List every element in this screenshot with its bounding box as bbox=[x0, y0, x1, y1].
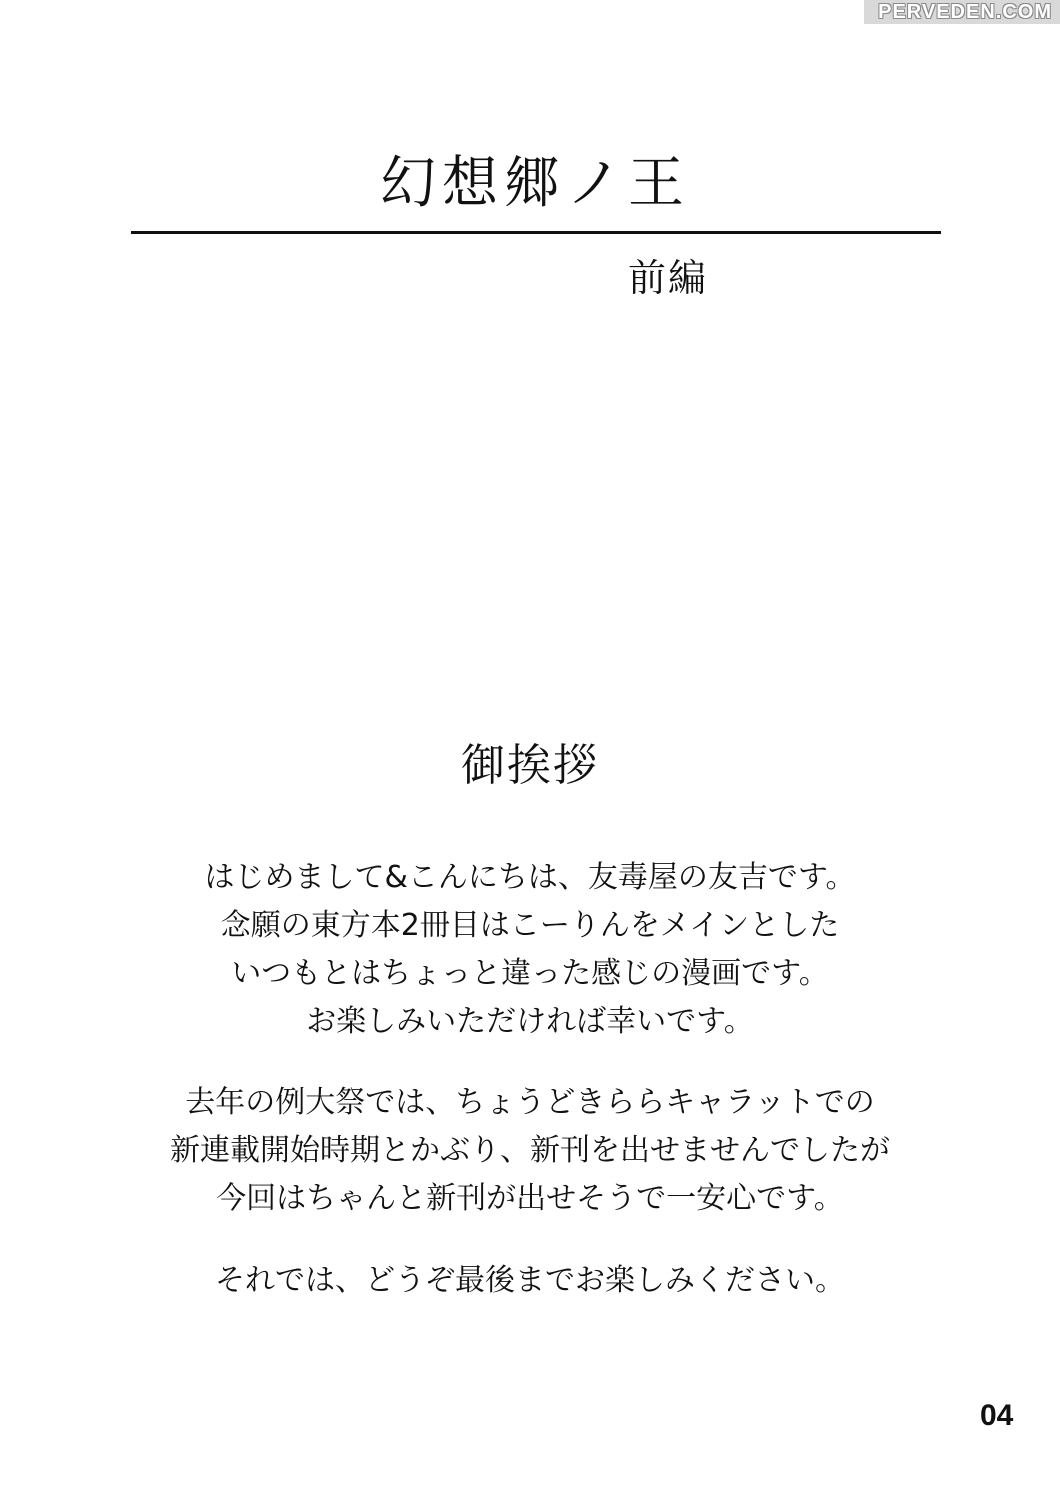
paragraph-line: お楽しみいただければ幸いです。 bbox=[306, 1004, 754, 1039]
paragraph-line: 去年の例大祭では、ちょうどきららキャラットでの bbox=[185, 1085, 875, 1120]
greeting-paragraph-3 bbox=[0, 1257, 1060, 1305]
paragraph-line: 新連載開始時期とかぶり、新刊を出せませんでしたが bbox=[170, 1133, 890, 1168]
page-number: 04 bbox=[980, 1399, 1014, 1432]
site-watermark: PERVEDEN.COM bbox=[864, 0, 1060, 24]
greeting-paragraph-2 bbox=[0, 1079, 1060, 1223]
paragraph-line: 今回はちゃんと新刊が出せそうで一安心です。 bbox=[216, 1181, 844, 1216]
title-divider bbox=[131, 231, 941, 234]
paragraph-line: それでは、どうぞ最後までお楽しみください。 bbox=[215, 1263, 845, 1298]
page-subtitle: 前編 bbox=[628, 256, 709, 300]
paragraph-line: はじめまして&こんにちは、友毒屋の友吉です。 bbox=[204, 860, 856, 895]
greeting-paragraph-1 bbox=[0, 854, 1060, 1046]
paragraph-line: いつもとはちょっと違った感じの漫画です。 bbox=[231, 956, 829, 991]
page-title: 幻想郷ノ王 bbox=[380, 151, 690, 216]
paragraph-line: 念願の東方本2冊目はこーりんをメインとした bbox=[220, 908, 840, 943]
greeting-heading: 御挨拶 bbox=[461, 740, 599, 791]
